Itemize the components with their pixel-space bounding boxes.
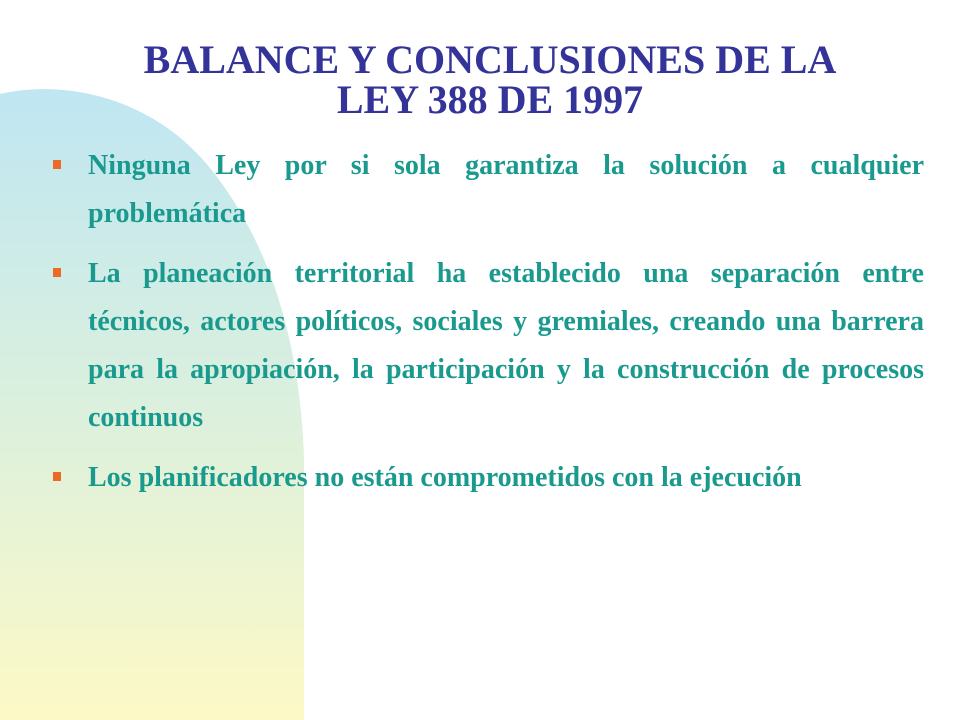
- slide-title: [60, 37, 920, 122]
- square-bullet-icon: [53, 268, 61, 277]
- bullet-text: Ninguna Ley por si sola garantiza la solución a cualquier problemática: [88, 150, 924, 229]
- bullet-item: [50, 250, 924, 442]
- bullet-item: [50, 454, 924, 502]
- bullet-text: Los planificadores no están comprometidos con la ejecución: [88, 462, 802, 493]
- slide-title-line-1: BALANCE Y CONCLUSIONES DE LA: [143, 37, 837, 82]
- bullet-list: [50, 142, 924, 514]
- square-bullet-icon: [53, 472, 61, 481]
- slide-title-line-2: LEY 388 DE 1997: [336, 77, 644, 122]
- square-bullet-icon: [53, 160, 61, 169]
- bullet-item: [50, 142, 924, 238]
- bullet-text: La planeación territorial ha establecido una separación entre técnicos, actores políticos, sociales y gremiales, creando una barrera para la apropiación, la participación y la construcción de procesos continuos: [88, 258, 924, 433]
